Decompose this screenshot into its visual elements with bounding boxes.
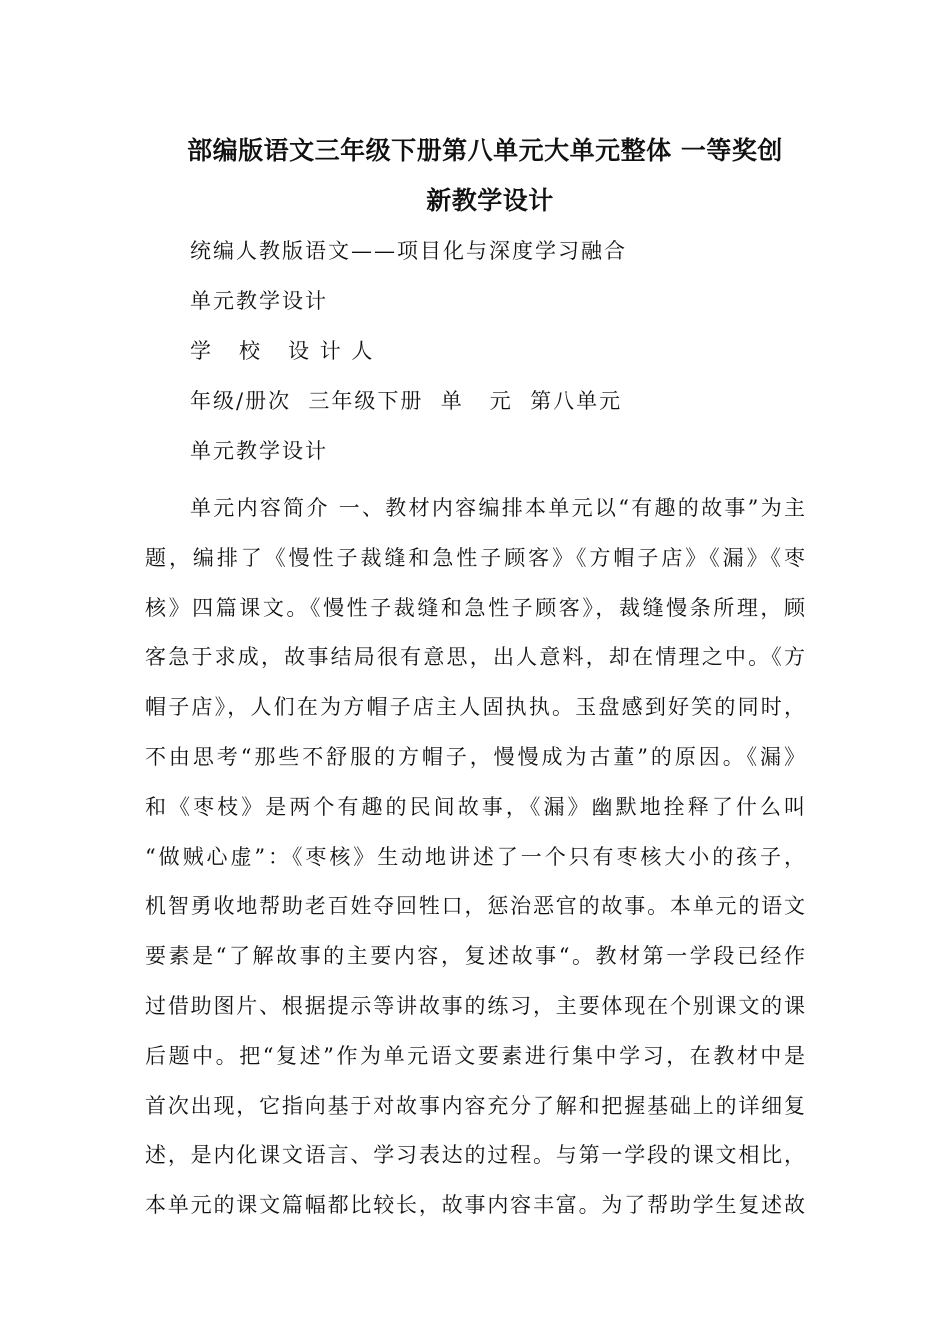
body-line: 不由思考“那些不舒服的方帽子，慢慢成为古董”的原因。《漏》 [145,744,805,769]
body-paragraph [145,484,805,1231]
meta-grade-unit: 年级/册次 三年级下册 单 元 第八单元 [190,389,623,413]
document-title-line-1: 部编版语文三年级下册第八单元大单元整体 一等奖创 [187,136,783,165]
body-line: 本单元的课文篇幅都比较长，故事内容丰富。为了帮助学生复述故 [145,1193,805,1218]
body-line: 核》四篇课文。《慢性子裁缝和急性子顾客》，裁缝慢条所理，顾 [145,595,805,620]
body-line: 题，编排了《慢性子裁缝和急性子顾客》《方帽子店》《漏》《枣 [145,545,805,570]
body-line: 帽子店》，人们在为方帽子店主人固执执。玉盘感到好笑的同时， [145,695,805,720]
body-line: 客急于求成，故事结局很有意思，出人意料，却在情理之中。《方 [145,645,805,670]
document-title-line-2: 新教学设计 [426,186,554,215]
body-line: 首次出现，它指向基于对故事内容充分了解和把握基础上的详细复 [145,1093,805,1118]
meta-heading: 单元教学设计 [190,289,328,313]
body-line: 述，是内化课文语言、学习表达的过程。与第一学段的课文相比， [145,1143,805,1168]
body-line: 过借助图片、根据提示等讲故事的练习，主要体现在个别课文的课 [145,993,805,1018]
meta-school-designer: 学 校 设 计 人 [190,339,375,363]
meta-subtitle: 统编人教版语文——项目化与深度学习融合 [190,239,627,263]
meta-section-heading: 单元教学设计 [190,439,328,463]
body-line: 单元内容简介 一、教材内容编排本单元以“有趣的故事”为主 [190,496,805,520]
body-line: 要素是“了解故事的主要内容，复述故事“。教材第一学段已经作 [145,944,805,969]
body-line: 后题中。把“复述”作为单元语文要素进行集中学习，在教材中是 [145,1043,805,1068]
body-line: 和《枣枝》是两个有趣的民间故事，《漏》幽默地拴释了什么叫 [145,794,805,819]
body-line: “做贼心虚”：《枣核》生动地讲述了一个只有枣核大小的孩子， [145,844,805,869]
body-line: 机智勇收地帮助老百姓夺回牲口，惩治恶官的故事。本单元的语文 [145,894,805,919]
